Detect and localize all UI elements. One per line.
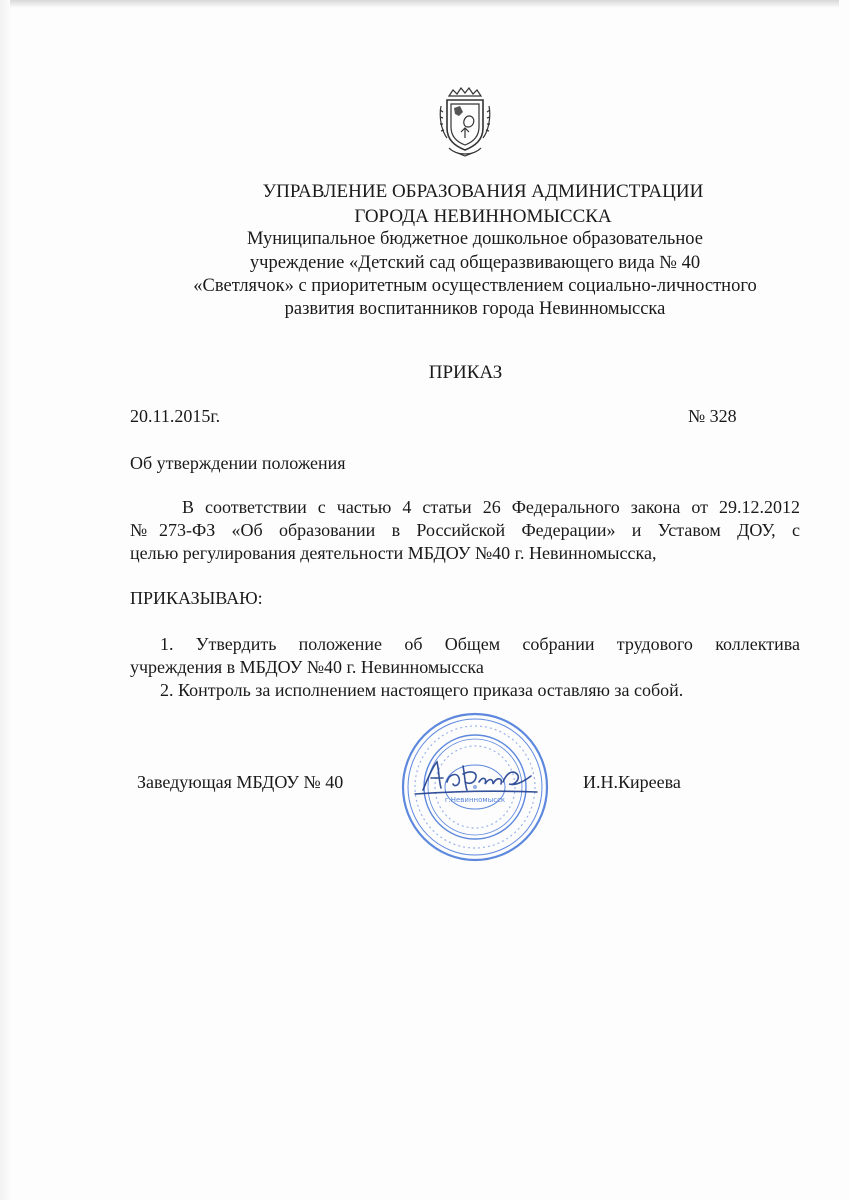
handwritten-signature	[413, 752, 543, 802]
preamble-paragraph	[130, 496, 800, 565]
preamble-line-2: №273-ФЗ «Об образовании в Российской Федерации» и Уставом ДОУ, с	[130, 520, 800, 540]
order-item-1-line-2: учреждения в МБДОУ №40 г. Невинномысска	[130, 657, 484, 677]
document-title: ПРИКАЗ	[428, 362, 503, 383]
signatory-position: Заведующая МБДОУ № 40	[137, 772, 344, 792]
org-name-line-2: ГОРОДА НЕВИННОМЫССКА	[354, 206, 612, 227]
institution-line-2: учреждение «Детский сад общеразвивающего вида № 40	[249, 253, 701, 273]
page-top-edge	[10, 0, 839, 8]
page-left-edge	[0, 0, 12, 1200]
institution-line-1: Муниципальное бюджетное дошкольное образовательное	[247, 229, 703, 249]
preamble-line-1: В соответствии с частью 4 статьи 26 Федерального закона от 29.12.2012	[182, 497, 800, 517]
org-name-line-1: УПРАВЛЕНИЕ ОБРАЗОВАНИЯ АДМИНИСТРАЦИИ	[262, 181, 704, 202]
institution-line-3: «Светлячок» с приоритетным осуществлением социально-личностного	[193, 276, 757, 296]
order-directive-word: ПРИКАЗЫВАЮ:	[130, 588, 263, 608]
order-subject: Об утверждении положения	[130, 453, 346, 473]
institution-line-4: развития воспитанников города Невинномысска	[284, 299, 666, 319]
preamble-line-3: целью регулирования деятельности МБДОУ №40 г. Невинномысска,	[130, 543, 657, 563]
order-number: № 328	[688, 406, 737, 426]
order-item-1-line-1: 1. Утвердить положение об Общем собрании трудового коллектива	[160, 634, 800, 654]
city-coat-of-arms-emblem	[435, 86, 495, 158]
order-item-2: 2. Контроль за исполнением настоящего приказа оставляю за собой.	[160, 680, 684, 700]
stamp-city-text: г.Невинномысск	[444, 796, 506, 804]
order-items-list	[130, 633, 800, 702]
signatory-name: И.Н.Киреева	[583, 772, 681, 792]
order-date: 20.11.2015г.	[130, 406, 221, 426]
